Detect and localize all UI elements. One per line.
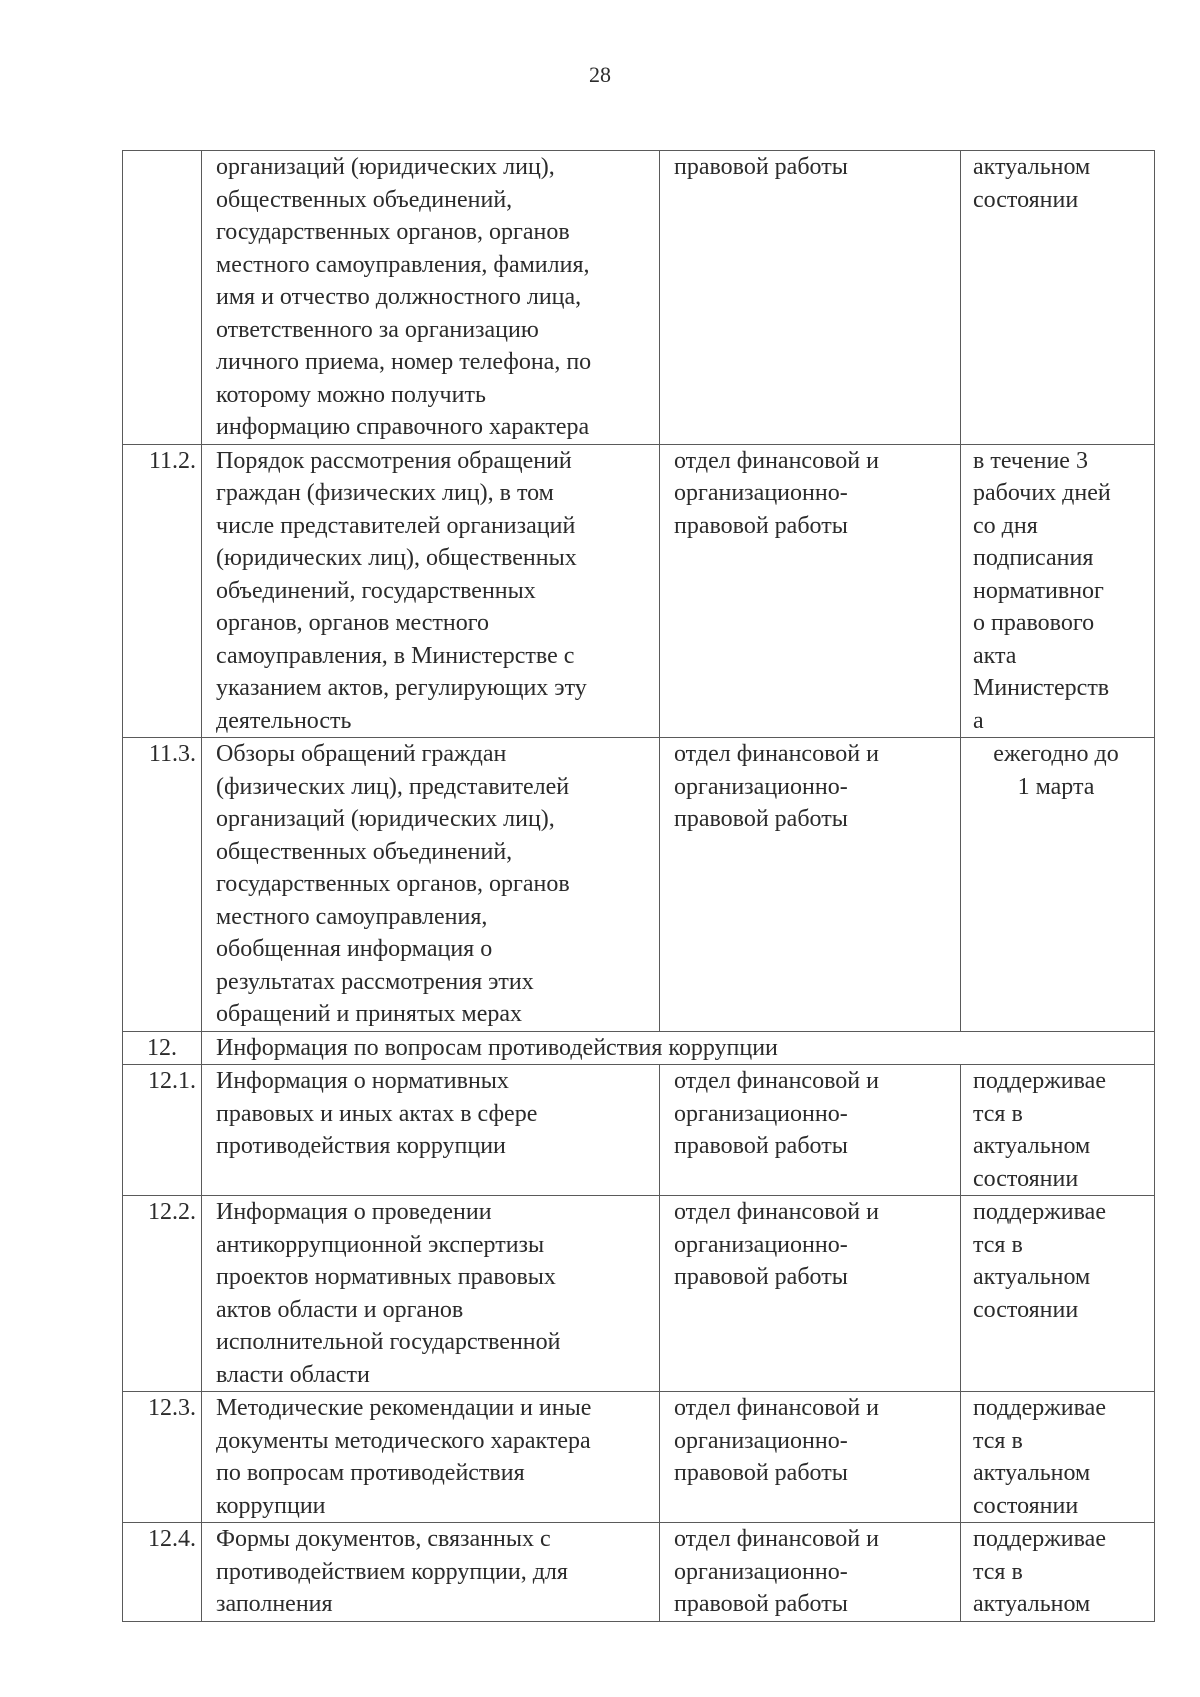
responsible-line: организационно- <box>674 1100 848 1127</box>
item-name-line: коррупции <box>216 1492 326 1519</box>
row-number-cell <box>123 151 202 445</box>
item-name-cell <box>202 1065 660 1196</box>
responsible-line: отдел финансовой и <box>674 1395 879 1421</box>
responsible-line: отдел финансовой и <box>674 1199 879 1225</box>
item-name-line: указанием актов, регулирующих эту <box>216 675 587 701</box>
item-name-line: результатах рассмотрения этих <box>216 968 534 995</box>
term-line: состоянии <box>973 1165 1079 1192</box>
term-line: тся в <box>973 1231 1023 1258</box>
table-row <box>123 1392 1155 1523</box>
item-name-line: общественных объединений, <box>216 838 513 865</box>
term-line: состоянии <box>973 186 1079 213</box>
term-line: подписания <box>973 545 1094 571</box>
term-line: поддерживае <box>973 1526 1106 1552</box>
item-name-cell <box>202 1392 660 1523</box>
term-line: в течение 3 <box>973 447 1088 474</box>
responsible-line: правовой работы <box>674 1264 848 1290</box>
item-name-line: общественных объединений, <box>216 186 513 213</box>
item-name-line: ответственного за организацию <box>216 316 539 343</box>
responsible-cell <box>660 1065 961 1196</box>
responsible-line: отдел финансовой и <box>674 1526 879 1552</box>
responsible-cell <box>660 1392 961 1523</box>
term-line: актуальном <box>973 1460 1091 1486</box>
item-name-line: проектов нормативных правовых <box>216 1264 556 1290</box>
responsible-line: организационно- <box>674 480 848 506</box>
responsible-cell <box>660 444 961 738</box>
page-number: 28 <box>589 62 611 87</box>
section-title-cell: Информация по вопросам противодействия коррупции <box>202 1031 1155 1065</box>
responsible-line: правовой работы <box>674 806 848 832</box>
term-cell <box>961 1392 1155 1523</box>
term-line: актуальном <box>973 1264 1091 1290</box>
item-name-line: документы методического характера <box>216 1427 591 1454</box>
term-line: поддерживае <box>973 1395 1106 1421</box>
table-row <box>123 1523 1155 1622</box>
item-name-line: самоуправления, в Министерстве с <box>216 642 575 669</box>
item-name-line: объединений, государственных <box>216 577 536 604</box>
item-name-line: актов области и органов <box>216 1296 464 1323</box>
responsible-line: организационно- <box>674 1427 848 1454</box>
responsible-line: организационно- <box>674 773 848 800</box>
item-name-line: (юридических лиц), общественных <box>216 545 577 571</box>
term-line: состоянии <box>973 1492 1079 1519</box>
item-name-line: власти области <box>216 1361 370 1388</box>
term-line: нормативног <box>973 577 1104 604</box>
row-number-cell: 11.3. <box>123 738 202 1032</box>
term-line: рабочих дней <box>973 480 1111 506</box>
item-name-line: исполнительной государственной <box>216 1329 561 1355</box>
term-line: актуальном <box>973 1133 1091 1159</box>
row-number-cell: 12.1. <box>123 1065 202 1196</box>
item-name-cell <box>202 444 660 738</box>
item-name-line: (физических лиц), представителей <box>216 773 570 800</box>
item-name-line: противодействием коррупции, для <box>216 1558 568 1585</box>
table-row <box>123 1196 1155 1392</box>
item-name-line: государственных органов, органов <box>216 871 570 897</box>
responsible-line: отдел финансовой и <box>674 447 879 474</box>
item-name-line: местного самоуправления, <box>216 903 488 930</box>
table-row <box>123 1065 1155 1196</box>
term-line: тся в <box>973 1558 1023 1585</box>
item-name-line: которому можно получить <box>216 381 486 408</box>
row-number-cell: 12. <box>123 1031 202 1065</box>
term-line: тся в <box>973 1427 1023 1454</box>
item-name-line: по вопросам противодействия <box>216 1460 525 1486</box>
row-number-cell: 12.2. <box>123 1196 202 1392</box>
item-name-line: обобщенная информация о <box>216 936 493 962</box>
term-line: о правового <box>973 610 1095 636</box>
responsible-line: организационно- <box>674 1231 848 1258</box>
item-name-line: организаций (юридических лиц), <box>216 154 555 180</box>
term-line: а <box>973 707 984 734</box>
term-line: со дня <box>973 512 1038 539</box>
responsible-line: организационно- <box>674 1558 848 1585</box>
responsible-line: отдел финансовой и <box>674 1068 879 1094</box>
item-name-line: граждан (физических лиц), в том <box>216 480 554 506</box>
term-line: 1 марта <box>1017 773 1095 800</box>
item-name-line: личного приема, номер телефона, по <box>216 349 592 375</box>
item-name-line: обращений и принятых мерах <box>216 1001 523 1027</box>
table-row <box>123 444 1155 738</box>
document-table <box>122 150 1155 1622</box>
responsible-line: правовой работы <box>674 512 848 539</box>
term-line: акта <box>973 642 1017 669</box>
item-name-line: Информация о нормативных <box>216 1068 509 1094</box>
item-name-cell <box>202 738 660 1032</box>
responsible-line: правовой работы <box>674 1591 848 1617</box>
item-name-cell <box>202 1196 660 1392</box>
item-name-cell <box>202 151 660 445</box>
section-row <box>123 1031 1155 1065</box>
item-name-line: организаций (юридических лиц), <box>216 806 555 832</box>
item-name-line: Информация о проведении <box>216 1199 492 1225</box>
item-name-line: Порядок рассмотрения обращений <box>216 447 572 474</box>
row-number-cell: 12.4. <box>123 1523 202 1622</box>
row-number-cell: 12.3. <box>123 1392 202 1523</box>
responsible-cell <box>660 1523 961 1622</box>
responsible-line: правовой работы <box>674 154 848 180</box>
term-cell <box>961 1196 1155 1392</box>
responsible-line: отдел финансовой и <box>674 741 879 767</box>
term-cell <box>961 1065 1155 1196</box>
table-row <box>123 151 1155 445</box>
table-body <box>123 151 1155 1622</box>
item-name-line: информацию справочного характера <box>216 414 590 440</box>
term-line: ежегодно до <box>993 741 1119 767</box>
responsible-line: правовой работы <box>674 1460 848 1486</box>
item-name-line: Методические рекомендации и иные <box>216 1395 592 1421</box>
term-line: состоянии <box>973 1296 1079 1323</box>
item-name-line: Формы документов, связанных с <box>216 1526 551 1552</box>
item-name-line: местного самоуправления, фамилия, <box>216 251 590 278</box>
item-name-line: органов, органов местного <box>216 610 490 636</box>
item-name-line: правовых и иных актах в сфере <box>216 1100 538 1127</box>
term-line: тся в <box>973 1100 1023 1127</box>
item-name-line: имя и отчество должностного лица, <box>216 284 582 310</box>
item-name-line: деятельность <box>216 707 352 734</box>
term-cell <box>961 151 1155 445</box>
term-line: актуальном <box>973 1591 1091 1617</box>
term-line: поддерживае <box>973 1068 1106 1094</box>
item-name-cell <box>202 1523 660 1622</box>
term-cell <box>961 738 1155 1032</box>
table-row <box>123 738 1155 1032</box>
item-name-line: Обзоры обращений граждан <box>216 741 507 767</box>
term-line: актуальном <box>973 154 1091 180</box>
row-number-cell: 11.2. <box>123 444 202 738</box>
item-name-line: антикоррупционной экспертизы <box>216 1231 545 1258</box>
responsible-cell <box>660 1196 961 1392</box>
item-name-line: числе представителей организаций <box>216 512 576 539</box>
responsible-cell <box>660 738 961 1032</box>
term-cell <box>961 1523 1155 1622</box>
item-name-line: противодействия коррупции <box>216 1133 506 1159</box>
responsible-cell <box>660 151 961 445</box>
term-cell <box>961 444 1155 738</box>
term-line: поддерживае <box>973 1199 1106 1225</box>
term-line: Министерств <box>973 675 1110 701</box>
item-name-line: заполнения <box>216 1591 333 1617</box>
responsible-line: правовой работы <box>674 1133 848 1159</box>
item-name-line: государственных органов, органов <box>216 219 570 245</box>
